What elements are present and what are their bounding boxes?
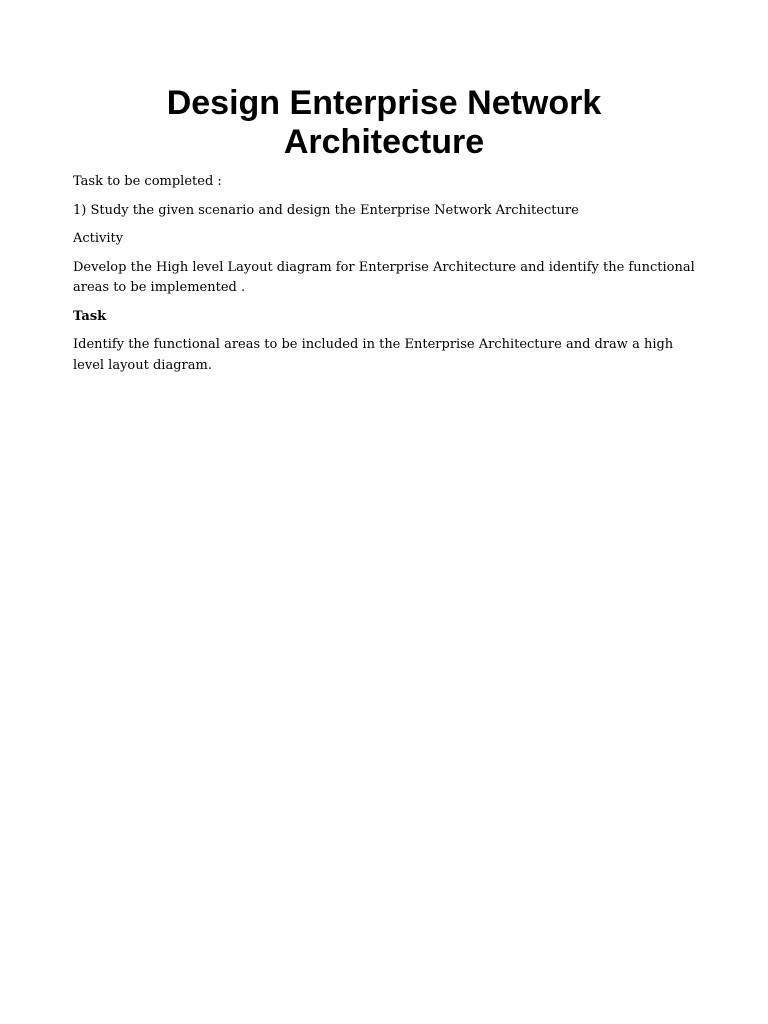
task-description: Identify the functional areas to be included in the Enterprise Architecture and draw a high level layout diagram. xyxy=(73,337,674,373)
document-title: Design Enterprise Network Architecture xyxy=(166,84,602,161)
task-heading: Task xyxy=(73,308,107,324)
activity-heading: Activity xyxy=(73,231,124,246)
activity-description: Develop the High level Layout diagram for Enterprise Architecture and identify the functional areas to be implemented . xyxy=(73,259,695,295)
study-scenario-text: 1) Study the given scenario and design the Enterprise Network Architecture xyxy=(73,202,579,218)
task-to-be-completed-text: Task to be completed : xyxy=(73,174,222,189)
